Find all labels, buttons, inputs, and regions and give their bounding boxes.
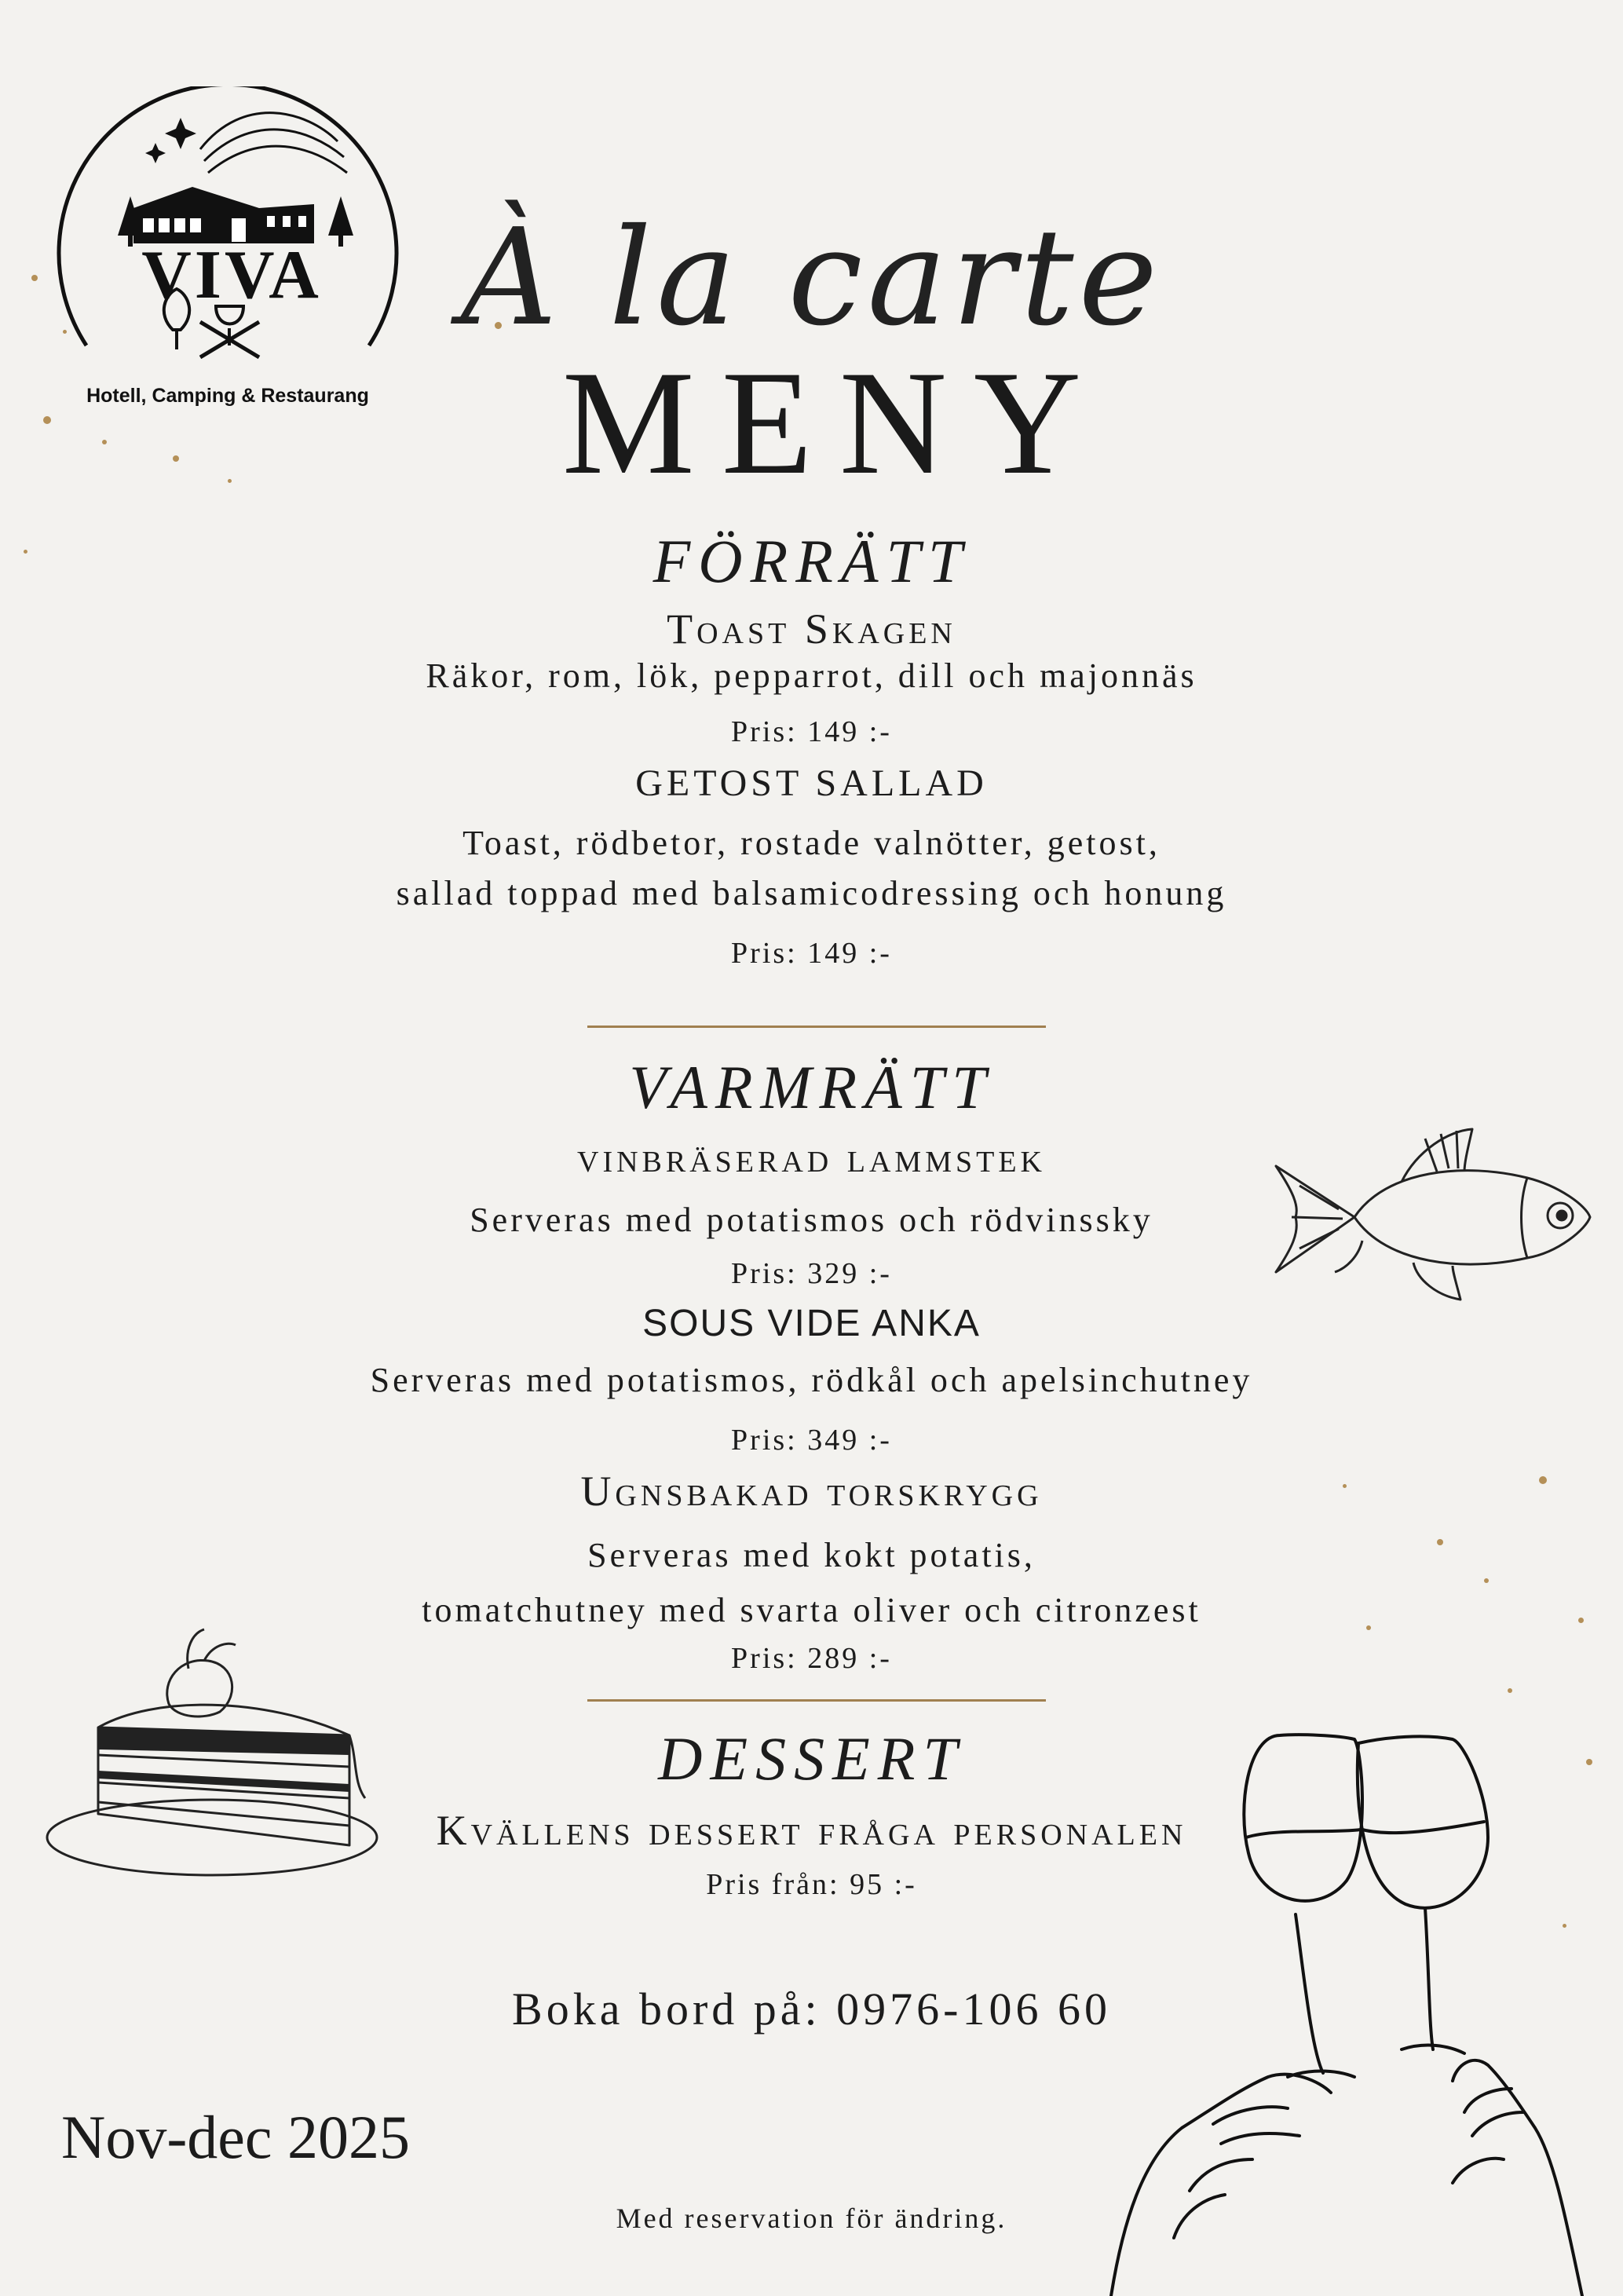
cake-illustration — [43, 1610, 389, 1900]
fish-illustration — [1268, 1123, 1598, 1311]
logo-brand: VIVA — [141, 237, 322, 313]
dish-price: Pris: 289 :- — [731, 1642, 892, 1675]
section-heading-forratt: FÖRRÄTT — [652, 527, 971, 595]
dish-description: Serveras med potatismos och rödvinssky — [470, 1201, 1153, 1239]
divider — [587, 1699, 1046, 1702]
dish-name: Ugnsbakad torskrygg — [580, 1468, 1043, 1515]
dish-price: Pris: 349 :- — [731, 1424, 892, 1457]
page-title: MENY — [561, 341, 1109, 506]
dish-price: Pris: 329 :- — [731, 1257, 892, 1290]
dish-description: tomatchutney med svarta oliver och citronzest — [422, 1591, 1201, 1629]
dish-price: Pris: 149 :- — [731, 937, 892, 970]
dish-description: sallad toppad med balsamicodressing och honung — [396, 874, 1227, 912]
menu-period: Nov-dec 2025 — [61, 2103, 411, 2171]
dish-description: Räkor, rom, lök, pepparrot, dill och majonnäs — [426, 656, 1197, 695]
dish-name: Kvällens dessert fråga personalen — [436, 1807, 1187, 1854]
section-heading-varmratt: VARMRÄTT — [629, 1053, 994, 1121]
reservation-note: Med reservation för ändring. — [616, 2203, 1007, 2234]
dish-price: Pris från: 95 :- — [706, 1868, 917, 1901]
dish-description: Serveras med kokt potatis, — [587, 1536, 1036, 1574]
section-heading-dessert: DESSERT — [658, 1724, 965, 1793]
dish-price: Pris: 149 :- — [731, 715, 892, 748]
booking-info: Boka bord på: 0976-106 60 — [512, 1983, 1111, 2035]
dish-description: Serveras med potatismos, rödkål och apelsinchutney — [370, 1361, 1253, 1399]
dish-name: SOUS VIDE ANKA — [642, 1303, 981, 1344]
dish-name: vinbräserad lammstek — [577, 1134, 1046, 1181]
dish-name: Toast Skagen — [667, 605, 956, 653]
dish-name: GETOST SALLAD — [635, 762, 988, 804]
dish-description: Toast, rödbetor, rostade valnötter, getost, — [462, 824, 1161, 862]
script-title: À la carte — [460, 200, 1163, 356]
logo-tagline: Hotell, Camping & Restaurang — [86, 385, 369, 407]
toasting-glasses-illustration — [1095, 1720, 1598, 2296]
divider — [587, 1026, 1046, 1028]
